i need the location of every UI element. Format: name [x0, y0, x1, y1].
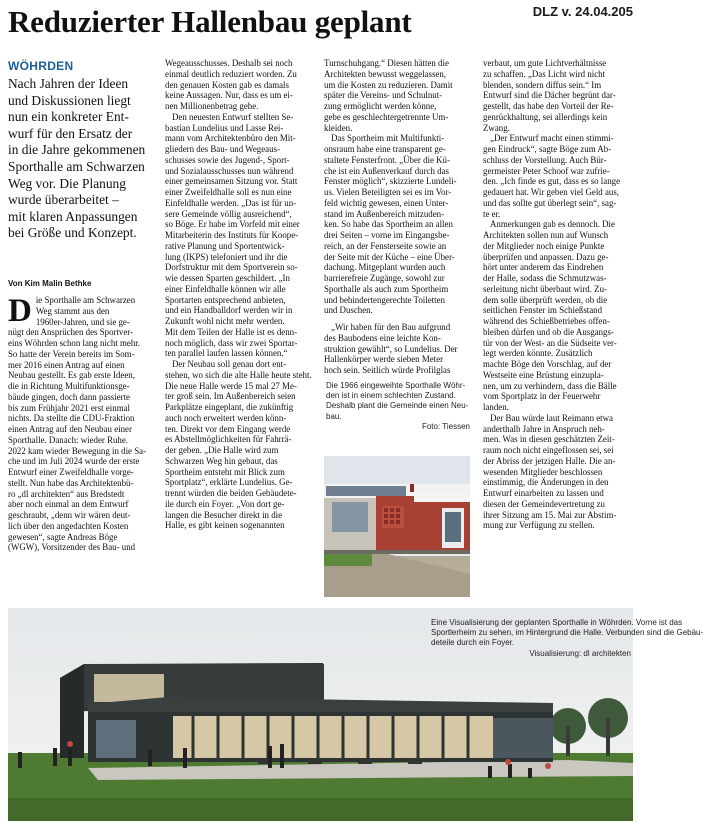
text-line: den. „Ich finde es gut, dass es so lange	[483, 176, 621, 187]
text-line: ken. So habe das Sportheim an allen	[324, 219, 453, 230]
article-column-4	[483, 58, 631, 531]
text-line: Sportarten entsprechend anbieten,	[165, 294, 286, 305]
text-line: Schwarzen Weg hin gebaut, das	[165, 455, 278, 466]
text-line: serleitung nicht überbaut wird. Zu-	[483, 283, 607, 294]
text-line: eins Wöhrden schon lang nicht mehr.	[8, 338, 140, 348]
text-line: „Der Entwurf macht einen stimmi-	[490, 133, 614, 144]
text-line: es Abstellmöglichkeiten für Fahrrä-	[165, 434, 292, 445]
text-line: Entwurf sind die Dächer begrünt dar-	[483, 90, 616, 101]
text-line: wesenden Mitglieder beschlossen	[483, 466, 603, 477]
text-line: blenden, sondern diffus sein.“ Im	[483, 79, 602, 90]
text-line: Deshalb plant die Gemeinde einen Neu-	[326, 401, 469, 411]
visualization-credit: Visualisierung: dl architekten	[529, 648, 631, 658]
text-line: Sportheim entsteht mit Blick zum	[165, 466, 285, 477]
text-line: noch möglich, dass wir zwei Sportar-	[165, 337, 298, 348]
text-line: Weg vor. Die Planung	[8, 175, 126, 191]
photo-credit: Foto: Tiessen	[421, 421, 470, 431]
text-line: mer 2016 einen Antrag auf einen	[8, 359, 125, 370]
text-line: so Böge. Er habe im Vorfeld mit einer	[165, 219, 300, 230]
text-line: während des Schießbetriebes offen-	[483, 316, 610, 326]
text-line: und das sollte gut überlegt sein“, sag-	[483, 197, 617, 208]
text-line: deteile durch ein Foyer.	[431, 638, 515, 648]
dateline: WÖHRDEN	[8, 59, 74, 73]
text-line: ro „dl architekten“ aus Bredstedt	[8, 488, 125, 499]
text-line: rative Planung und Sportentwick-	[165, 240, 285, 251]
text-line: nen, um zu verhindern, dass die Bälle	[483, 380, 617, 391]
article-column-2	[165, 58, 313, 531]
text-line: Sporthalle als auch zum Sportheim	[324, 283, 449, 294]
text-line: später die Vereins- und Schulnut-	[324, 90, 443, 101]
text-line: vom Sportplatz in der Feuerwehr	[483, 391, 601, 402]
text-line: einer Einfeldhalle können wir alle	[165, 283, 286, 294]
text-line: Mit dem Teilen der Halle ist es denn-	[165, 326, 298, 337]
text-line: Westseite eine Brüstung einzupla-	[483, 369, 604, 380]
text-line: Sportlerheim zu sehen, im Hintergrund die Halle. Verbunden sind die Gebäu-	[431, 628, 703, 638]
text-line: mung zur Verfügung zu stellen.	[483, 520, 595, 531]
text-line: bei Größe und Konzept.	[8, 225, 137, 241]
text-line: mann vom Architektenbüro den Mit-	[165, 133, 296, 144]
text-line: bau.	[326, 411, 342, 421]
text-line: anderthalb Jahre in Anspruch neh-	[483, 423, 605, 434]
text-line: Wegeausschusses. Deshalb sei noch	[165, 58, 293, 68]
text-line: wurde überarbeitet –	[8, 192, 119, 208]
text-line: den genauen Kosten gab es damals	[165, 79, 289, 90]
text-line: der Mitglieder noch einige Punkte	[483, 240, 605, 251]
text-line: einer Zweifeldhalle soll es nun eine	[165, 187, 292, 197]
text-line: us. Vielen Beteiligten sei es im Vor-	[324, 187, 452, 197]
text-line: germeister Peter Schoof war zufrie-	[483, 165, 610, 176]
text-line: nichts. Da stellte die CDU-Fraktion	[8, 413, 135, 424]
text-line: der geben. „Die Halle wird zum	[165, 445, 279, 455]
text-line: Dorfstruktur mit dem Sportverein so-	[165, 262, 298, 273]
text-line: schusses sowie des Jugend-, Sport-	[165, 154, 290, 165]
text-line: Parkplätze eingeplant, die zukünftig	[165, 402, 294, 412]
text-line: men. Was in diesen geschätzten Zeit-	[483, 434, 615, 445]
text-line: in die Jahre gekommenen	[8, 142, 146, 158]
text-line: landen.	[483, 402, 509, 412]
text-line: dem solle überprüft werden, ob die	[483, 294, 608, 305]
text-line: che und im Juli 2024 wurde der erste	[8, 456, 140, 467]
text-line: (WGW), Vorsitzender des Bau- und	[8, 542, 136, 553]
text-line: verbaut, um gute Lichtverhältnisse	[483, 58, 607, 68]
lead-paragraph	[8, 76, 156, 242]
text-line: Architekten sollen nun auf Wunsch	[483, 230, 609, 240]
text-line: te er.	[483, 208, 501, 219]
text-line: den ist in einem schlechten Zustand.	[326, 391, 456, 401]
text-line: Sporthalle am Schwarzen	[8, 158, 145, 174]
text-line: Entwurf einarbeiten zu lassen und	[483, 488, 604, 498]
text-line: lung (IKPS) telefoniert und ihr die	[165, 251, 288, 262]
text-line: sere Gemeinde völlig ausreichend“,	[165, 208, 292, 219]
text-line: gewesen“, sagte Andreas Böge	[8, 531, 118, 542]
text-line: Architekten bewusst weggelassen,	[324, 68, 446, 79]
text-line: schluss der Vorstellung. Auch Bür-	[483, 154, 607, 165]
text-line: mit klaren Anpassungen	[8, 208, 138, 224]
text-line: Den neuesten Entwurf stellten Se-	[172, 111, 294, 122]
text-line: einen Antrag auf den Neubau einer	[8, 424, 132, 434]
text-line: gliedern des Bau- und Wegeaus-	[165, 144, 280, 154]
text-line: stand im Außenbereich mitzuden-	[324, 208, 445, 219]
text-line: ten. Direkt vor dem Eingang werde	[165, 423, 291, 434]
text-line: 1960er-Jahren, und sie ge-	[35, 316, 130, 327]
article-column-3	[324, 58, 469, 376]
text-line: dachung. Mitgeplant wurden auch	[324, 262, 446, 273]
text-line: gebe es geschlechtergetrennte Um-	[324, 111, 449, 122]
text-line: ten parallel laufen lassen können.“	[165, 348, 288, 359]
text-line: nügt den Ansprüchen des Sportver-	[8, 327, 134, 338]
text-line: und behindertengerechte Toiletten	[324, 294, 445, 305]
text-line: 2022 kam wieder Bewegung in die Sa-	[8, 445, 147, 456]
text-line: ihrer Sitzung am 15. Mai zur Abstim-	[483, 509, 617, 520]
text-line: onsraum habe eine transparent ge-	[324, 144, 446, 154]
byline: Von Kim Malin Bethke	[8, 279, 92, 288]
text-line: gestellt, das habe den Vorteil der Re-	[483, 101, 614, 111]
text-line: raum noch nicht eingeflossen sei, sei	[483, 445, 614, 455]
text-line: und Duschen.	[324, 305, 373, 316]
text-line: legt werden könnte. Zusätzlich	[483, 348, 593, 359]
text-line: ter groß sein. Im Außenbereich seien	[165, 391, 296, 402]
text-line: der Seite mit der Küche – eine Über-	[324, 251, 455, 262]
photo-old-sports-hall	[324, 456, 470, 597]
text-line: Das Sportheim mit Multifunkti-	[331, 133, 445, 144]
text-line: staltete Fensterfront. „Über die Kü-	[324, 154, 450, 165]
text-line: gedauert hat. Wir geben viel Geld aus,	[483, 187, 620, 197]
text-line: Die neue Halle werde 15 mal 27 Me-	[165, 380, 297, 391]
text-line: Neubau gestellt. Es gab erste Ideen,	[8, 370, 135, 381]
text-line: Einfeldhalle werden. „Das ist für un-	[165, 197, 297, 208]
text-line: Entwurf einer Zweifeldhalle vorge-	[8, 467, 134, 477]
text-line: nen Millionenbetrag gehe.	[165, 101, 259, 111]
text-line: barrierefreie Zugänge, sowohl zur	[324, 273, 445, 283]
text-line: Die 1966 eingeweihte Sporthalle Wöhr-	[326, 381, 466, 390]
text-line: wurf für den Ersatz der	[8, 125, 133, 141]
text-line: Sportplatz“, erklärte Lundelius. Ge-	[165, 477, 293, 488]
text-line: drei Seiten – vorne im Eingangsbe-	[324, 230, 450, 240]
text-line: langen die Besucher direkt in die	[165, 509, 283, 520]
photo-caption-visualization	[431, 618, 703, 659]
text-line: reich, an der Fensterseite sowie an	[324, 240, 447, 251]
text-line: bäude gingen, doch dann passierte	[8, 391, 130, 402]
text-line: „Wir haben für den Bau aufgrund	[331, 322, 451, 332]
text-line: Mitarbeiterin des Instituts für Koope-	[165, 230, 299, 240]
text-line: che ist ein Außenverkauf durch das	[324, 165, 449, 176]
text-line: Zwang.	[483, 122, 510, 133]
text-line: hoch sein. Seitlich würde Profilglas	[324, 365, 451, 375]
text-line: Der Neubau soll genau dort ent-	[172, 359, 287, 369]
text-line: einstimmig, die Änderungen in den	[483, 477, 609, 488]
text-line: geschraubt, „denn wir wären deut-	[8, 510, 131, 520]
text-line: einmal deutlich reduziert worden. Zu	[165, 68, 297, 79]
text-line: hört unter anderem das Eindrehen	[483, 262, 604, 273]
text-line: Zukunft wohl nicht mehr werden.	[165, 316, 285, 326]
text-line: um die Kosten zu reduzieren. Damit	[324, 79, 453, 90]
text-line: Sporthalle. Danach: wieder Ruhe.	[8, 434, 129, 445]
text-line: stehen, wo sich die alte Halle heute steht.	[165, 369, 312, 380]
text-line: tür von der West- an die Südseite ver-	[483, 337, 617, 348]
text-line: ile durch ein Foyer. „Von dort ge-	[165, 498, 285, 509]
text-line: Weg stammt aus den	[35, 305, 110, 316]
text-line: seitlichen Fenster im Schießstand	[483, 305, 603, 316]
text-line: ie Sporthalle am Schwarzen	[35, 295, 136, 305]
text-line: trennt würden die beiden Gebäudete-	[165, 488, 297, 498]
text-line: einer gemeinsamen Sitzung vor. Statt	[165, 176, 298, 187]
text-line: Der Bau würde laut Reimann etwa	[490, 412, 613, 423]
source-date-tag: DLZ v. 24.04.205	[532, 4, 633, 19]
text-line: stellt. Nun habe das Architektenbü-	[8, 477, 134, 488]
text-line: Nach Jahren der Ideen	[8, 76, 129, 91]
text-line: zu schaffen. „Das Licht wird nicht	[483, 68, 606, 79]
text-line: feld wichtig gewesen, einen Unter-	[324, 197, 449, 208]
text-line: So hatte der Verein bereits im Som-	[8, 348, 135, 359]
text-line: Turnschuhgang.“ Diesen hätten die	[324, 58, 449, 68]
text-line: gen Eindruck“, sagte Böge zum Ab-	[483, 144, 612, 154]
text-line: struktion gewählt“, so Lundelius. Der	[324, 343, 458, 354]
text-line: Halle, es gibt keinen sogenannten	[165, 520, 285, 531]
text-line: diesen der Gemeindevertretung zu	[483, 498, 605, 509]
text-line: keine Aussagen. Nur, dass es um ei-	[165, 90, 293, 101]
text-line: wie dessen Sparten geschildert. „In	[165, 273, 290, 283]
text-line: bis zum Frühjahr 2021 erst einmal	[8, 402, 131, 413]
text-line: Eine Visualisierung der geplanten Sporthalle in Wöhrden. Vorne ist das	[431, 618, 683, 627]
text-line: nun ein konkreter Ent-	[8, 109, 129, 125]
text-line: auch noch erweitert werden könn-	[165, 412, 287, 423]
text-line: machte Böge den Vorschlag, auf der	[483, 359, 612, 369]
text-line: und ein Handballdorf werden wir in	[165, 305, 293, 316]
text-line: die in Richtung Multifunktionsge-	[8, 381, 130, 391]
article-column-1	[8, 295, 156, 553]
text-line: des Baubodens eine leichte Kon-	[324, 332, 441, 343]
text-line: Fenster möglich“, skizzierte Lundeli-	[324, 176, 457, 187]
text-line: überprüfen und anpassen. Dazu ge-	[483, 251, 609, 262]
text-line: aber noch einmal an dem Entwurf	[8, 499, 129, 510]
text-line: bastian Lundelius und Lasse Rei-	[165, 122, 284, 133]
text-line: und Diskussionen liegt	[8, 92, 131, 108]
headline: Reduzierter Hallenbau geplant	[8, 4, 412, 39]
text-line: der Halle, sodass die Schmutzwas-	[483, 273, 607, 283]
text-line: bleiben dürfen und ob die Ausgangs-	[483, 326, 614, 337]
text-line: genrückhaltung, sei allerdings kein	[483, 111, 608, 122]
photo-caption-old-hall	[326, 381, 470, 432]
text-line: kleiden.	[324, 122, 353, 133]
text-line: lich über den angedachten Kosten	[8, 520, 129, 531]
text-line: und Sozialausschusses nun während	[165, 165, 294, 176]
text-line: der Abriss der jetzigen Halle. Die an-	[483, 455, 616, 466]
text-line: zung ermöglicht werden könne,	[324, 101, 437, 111]
drop-cap: D	[8, 293, 32, 329]
text-line: Anmerkungen gab es dennoch. Die	[490, 219, 615, 230]
text-line: Hallenkörper werde sieben Meter	[324, 354, 444, 365]
